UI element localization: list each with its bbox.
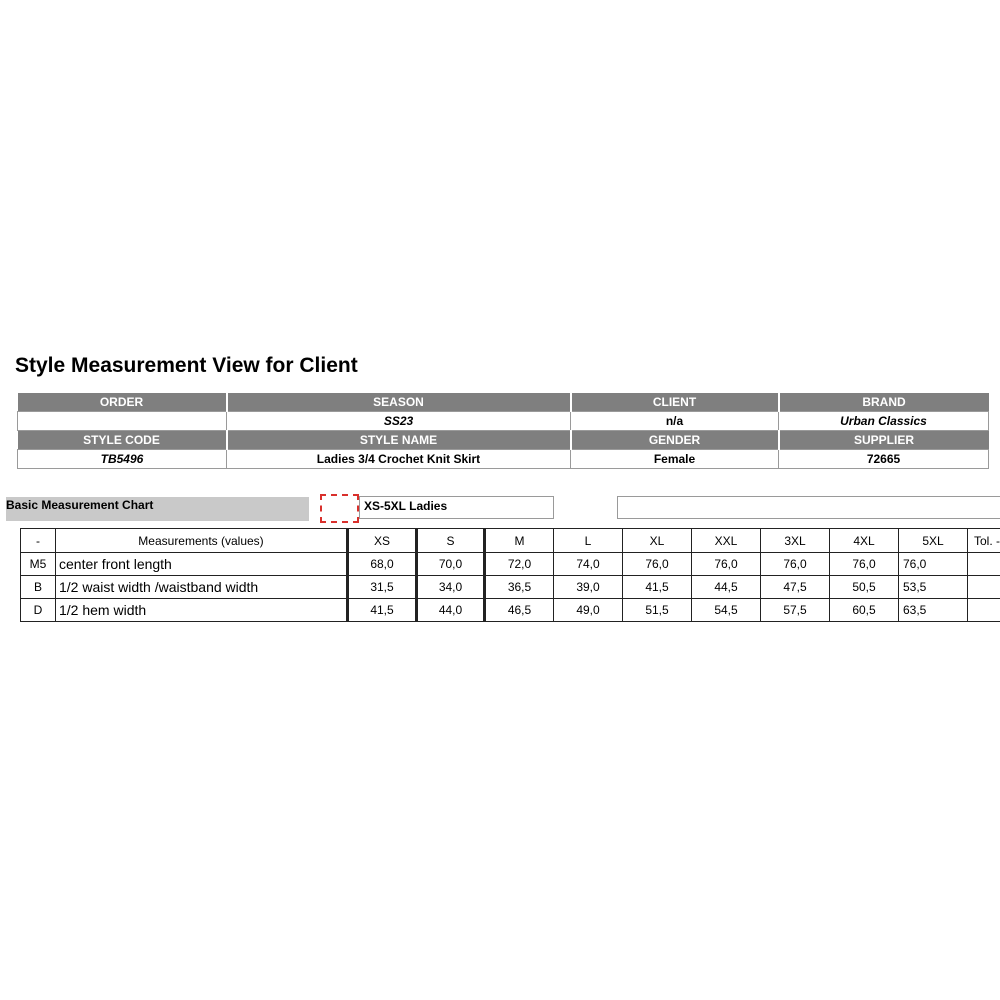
row-code: D	[21, 599, 56, 622]
value-xl: 76,0	[623, 553, 692, 576]
style-info-table	[17, 393, 989, 469]
measurement-table	[20, 528, 1000, 622]
measurement-column-header: Measurements (values)	[56, 529, 348, 553]
value-l: 39,0	[554, 576, 623, 599]
size-m-header: M	[485, 529, 554, 553]
value-m: 36,5	[485, 576, 554, 599]
info-value-row-2	[18, 450, 989, 469]
size-range-checkbox[interactable]	[320, 494, 359, 523]
style-code-header: STYLE CODE	[18, 431, 227, 450]
value-xs: 68,0	[348, 553, 417, 576]
size-l-header: L	[554, 529, 623, 553]
value-m: 72,0	[485, 553, 554, 576]
measurement-header-row	[21, 529, 1000, 553]
order-value	[18, 412, 227, 431]
row-measurement-name: 1/2 waist width /waistband width	[56, 576, 348, 599]
info-header-row-2	[18, 431, 989, 450]
table-row	[21, 576, 1000, 599]
table-row	[21, 599, 1000, 622]
value-xxl: 54,5	[692, 599, 761, 622]
gender-header: GENDER	[571, 431, 779, 450]
value-xxl: 44,5	[692, 576, 761, 599]
value-s: 34,0	[417, 576, 485, 599]
client-header: CLIENT	[571, 393, 779, 412]
size-3xl-header: 3XL	[761, 529, 830, 553]
gender-value: Female	[571, 450, 779, 469]
size-xl-header: XL	[623, 529, 692, 553]
value-4xl: 76,0	[830, 553, 899, 576]
info-header-row-1	[18, 393, 989, 412]
value-5xl: 63,5	[899, 599, 968, 622]
style-code-value: TB5496	[18, 450, 227, 469]
style-name-header: STYLE NAME	[227, 431, 571, 450]
value-xl: 41,5	[623, 576, 692, 599]
value-5xl: 53,5	[899, 576, 968, 599]
value-l: 49,0	[554, 599, 623, 622]
size-range-field: XS-5XL Ladies	[359, 496, 554, 519]
value-3xl: 57,5	[761, 599, 830, 622]
brand-header: BRAND	[779, 393, 989, 412]
size-s-header: S	[417, 529, 485, 553]
page-title: Style Measurement View for Client	[15, 354, 358, 377]
size-xs-header: XS	[348, 529, 417, 553]
basic-measurement-chart-label: Basic Measurement Chart	[6, 497, 309, 521]
blank-field	[617, 496, 1000, 519]
size-5xl-header: 5XL	[899, 529, 968, 553]
row-measurement-name: center front length	[56, 553, 348, 576]
value-tolerance	[968, 553, 1000, 576]
table-row	[21, 553, 1000, 576]
value-3xl: 47,5	[761, 576, 830, 599]
tolerance-header: Tol. -	[968, 529, 1000, 553]
code-column-header: -	[21, 529, 56, 553]
order-header: ORDER	[18, 393, 227, 412]
value-xs: 41,5	[348, 599, 417, 622]
row-measurement-name: 1/2 hem width	[56, 599, 348, 622]
season-header: SEASON	[227, 393, 571, 412]
row-code: M5	[21, 553, 56, 576]
style-name-value: Ladies 3/4 Crochet Knit Skirt	[227, 450, 571, 469]
supplier-value: 72665	[779, 450, 989, 469]
size-4xl-header: 4XL	[830, 529, 899, 553]
value-xxl: 76,0	[692, 553, 761, 576]
value-tolerance	[968, 599, 1000, 622]
row-code: B	[21, 576, 56, 599]
value-s: 44,0	[417, 599, 485, 622]
value-4xl: 60,5	[830, 599, 899, 622]
value-xs: 31,5	[348, 576, 417, 599]
value-5xl: 76,0	[899, 553, 968, 576]
size-xxl-header: XXL	[692, 529, 761, 553]
value-tolerance	[968, 576, 1000, 599]
client-value: n/a	[571, 412, 779, 431]
value-s: 70,0	[417, 553, 485, 576]
info-value-row-1	[18, 412, 989, 431]
value-l: 74,0	[554, 553, 623, 576]
supplier-header: SUPPLIER	[779, 431, 989, 450]
value-xl: 51,5	[623, 599, 692, 622]
value-4xl: 50,5	[830, 576, 899, 599]
brand-value: Urban Classics	[779, 412, 989, 431]
value-m: 46,5	[485, 599, 554, 622]
season-value: SS23	[227, 412, 571, 431]
value-3xl: 76,0	[761, 553, 830, 576]
